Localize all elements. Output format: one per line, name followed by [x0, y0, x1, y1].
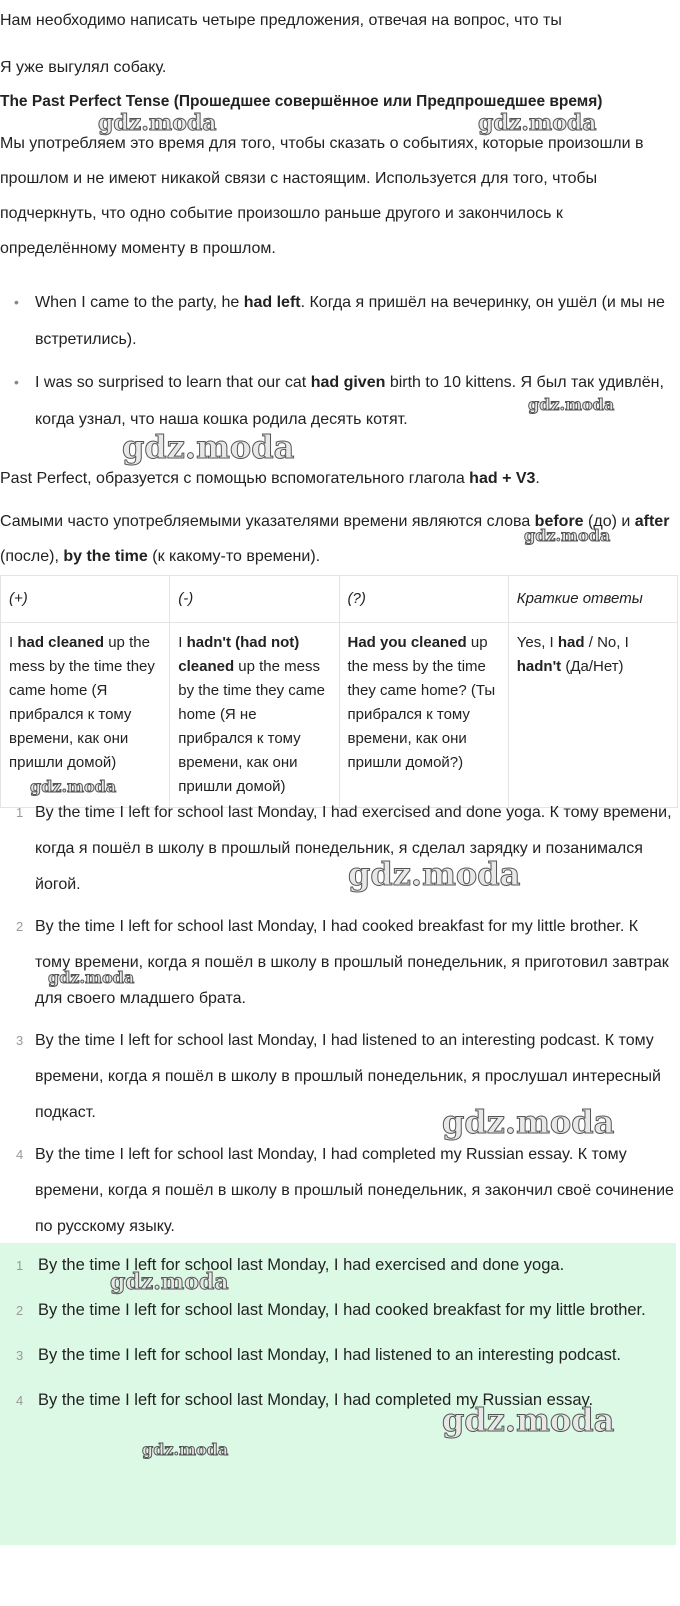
item-number: 4 — [16, 1147, 24, 1162]
watermark-logo: gdz.moda — [348, 855, 521, 893]
header-short-answers: Краткие ответы — [508, 576, 677, 623]
item-number: 1 — [16, 805, 24, 820]
example-sentence: Я уже выгулял собаку. — [0, 59, 167, 76]
bold-text: had left — [243, 294, 301, 311]
formation-text — [0, 461, 676, 496]
bold-text: hadn't — [516, 658, 562, 675]
item-number: 3 — [16, 1033, 24, 1048]
bold-text: hadn't (had not) cleaned — [178, 634, 300, 675]
answer-text: By the time I left for school last Monday, I had cooked breakfast for my little brother. — [38, 1301, 646, 1319]
bold-text: after — [634, 513, 670, 530]
text-run: Yes, I — [516, 634, 558, 651]
text-run: I was so surprised to learn that our cat — [35, 374, 311, 391]
final-answers — [0, 1246, 676, 1426]
item-number: 1 — [16, 1258, 24, 1273]
answer-item — [0, 1291, 676, 1330]
bold-text: before — [534, 513, 584, 530]
watermark-logo: gdz.moda — [48, 968, 135, 987]
tense-table — [0, 575, 678, 808]
bold-text: by the time — [63, 548, 148, 565]
text-run: (после), — [0, 548, 64, 565]
header-question: (?) — [339, 576, 508, 623]
item-number: 2 — [16, 1303, 24, 1318]
answer-text: By the time I left for school last Monday, I had exercised and done yoga. — [38, 1256, 565, 1274]
header-positive: (+) — [1, 576, 170, 623]
answer-item — [0, 795, 676, 903]
text-run: up the mess by the time they came home (Я прибрался к тому времени, как они пришли домой) — [9, 634, 155, 771]
cell-negative — [170, 623, 339, 808]
time-markers-text — [0, 504, 676, 574]
watermark-logo: gdz.moda — [528, 395, 615, 414]
text-run: up the mess by the time they came home? (Ты прибрался к тому времени, как они пришли домой?) — [347, 634, 496, 771]
example-item — [0, 284, 676, 358]
cell-short-answers — [508, 623, 677, 808]
watermark-logo: gdz.moda — [478, 110, 597, 136]
text-run: birth to 10 kittens. Я был так удивлён, когда узнал, что наша кошка родила десять котят. — [35, 374, 664, 428]
text-run: (к какому-то времени). — [147, 548, 321, 565]
item-number: 4 — [16, 1393, 24, 1408]
cell-question — [339, 623, 508, 808]
text-run: (Да/Нет) — [561, 658, 624, 675]
bold-text: Had you cleaned — [347, 634, 467, 651]
watermark-logo: gdz.moda — [30, 777, 117, 796]
watermark-logo: gdz.moda — [524, 526, 611, 545]
watermark-logo: gdz.moda — [110, 1269, 229, 1295]
section-title: The Past Perfect Tense (Прошедшее совершённое или Предпрошедшее время) — [0, 93, 603, 110]
bold-text: had given — [310, 374, 386, 391]
item-number: 2 — [16, 919, 24, 934]
answer-text: By the time I left for school last Monday, I had completed my Russian essay. — [38, 1391, 594, 1409]
answer-item — [0, 1023, 676, 1131]
text-run: Past Perfect, образуется с помощью вспомогательного глагола — [0, 470, 470, 487]
text-run: up the mess by the time they came home (Я не прибрался к тому времени, как они пришли домой) — [178, 658, 325, 795]
watermark-logo: gdz.moda — [442, 1103, 615, 1141]
watermark-logo: gdz.moda — [98, 110, 217, 136]
answer-text: By the time I left for school last Monday, I had exercised and done yoga. К тому времени, когда я пошёл в школу в прошлый понедельник, я сделал зарядку и позанимался йогой. — [35, 804, 672, 893]
bold-text: had + V3 — [469, 470, 536, 487]
answer-text: By the time I left for school last Monday, I had listened to an interesting podcast. — [38, 1346, 622, 1364]
text-run: I — [178, 634, 187, 651]
header-negative: (-) — [170, 576, 339, 623]
watermark-logo: gdz.moda — [122, 428, 295, 466]
answer-text: By the time I left for school last Monday, I had listened to an interesting podcast. К тому времени, когда я пошёл в школу в прошлый понедельник, я прослушал интересный подкаст. — [35, 1032, 661, 1121]
answer-item — [0, 1137, 676, 1245]
answer-item — [0, 1246, 676, 1285]
text-run: Самыми часто употребляемыми указателями времени являются слова — [0, 513, 535, 530]
example-item — [0, 364, 676, 438]
text-run: / No, I — [584, 634, 629, 651]
text-run: I — [9, 634, 18, 651]
intro-text: Нам необходимо написать четыре предложения, отвечая на вопрос, что ты — [0, 12, 562, 29]
text-run: When I came to the party, he — [35, 294, 244, 311]
text-run: . Когда я пришёл на вечеринку, он ушёл (и мы не встретились). — [35, 294, 665, 348]
cell-positive — [1, 623, 170, 808]
answer-text: By the time I left for school last Monday, I had completed my Russian essay. К тому времени, когда я пошёл в школу в прошлый понедельник, я закончил своё сочинение по русскому языку. — [35, 1146, 674, 1235]
table-header-row — [1, 576, 678, 623]
watermark-logo: gdz.moda — [142, 1440, 229, 1459]
answer-item — [0, 1336, 676, 1375]
examples-list — [0, 284, 676, 444]
item-number: 3 — [16, 1348, 24, 1363]
bold-text: had — [557, 634, 585, 651]
bold-text: had cleaned — [17, 634, 105, 651]
text-run: (до) и — [583, 513, 635, 530]
explanation-paragraph: Мы употребляем это время для того, чтобы сказать о событиях, которые произошли в прошлом и не имеют никакой связи с настоящим. Используется для того, чтобы подчеркнуть, что одно событие произошло раньше другого и закончилось к определённому моменту в прошлом. — [0, 135, 644, 257]
text-run: . — [535, 470, 540, 487]
answer-item — [0, 1381, 676, 1420]
answers-with-translation — [0, 795, 676, 1251]
table-row — [1, 623, 678, 808]
answer-item — [0, 909, 676, 1017]
watermark-logo: gdz.moda — [442, 1401, 615, 1439]
answer-text: By the time I left for school last Monday, I had cooked breakfast for my little brother. К тому времени, когда я пошёл в школу в прошлый понедельник, я приготовил завтрак для своего младшего брата. — [35, 918, 669, 1007]
